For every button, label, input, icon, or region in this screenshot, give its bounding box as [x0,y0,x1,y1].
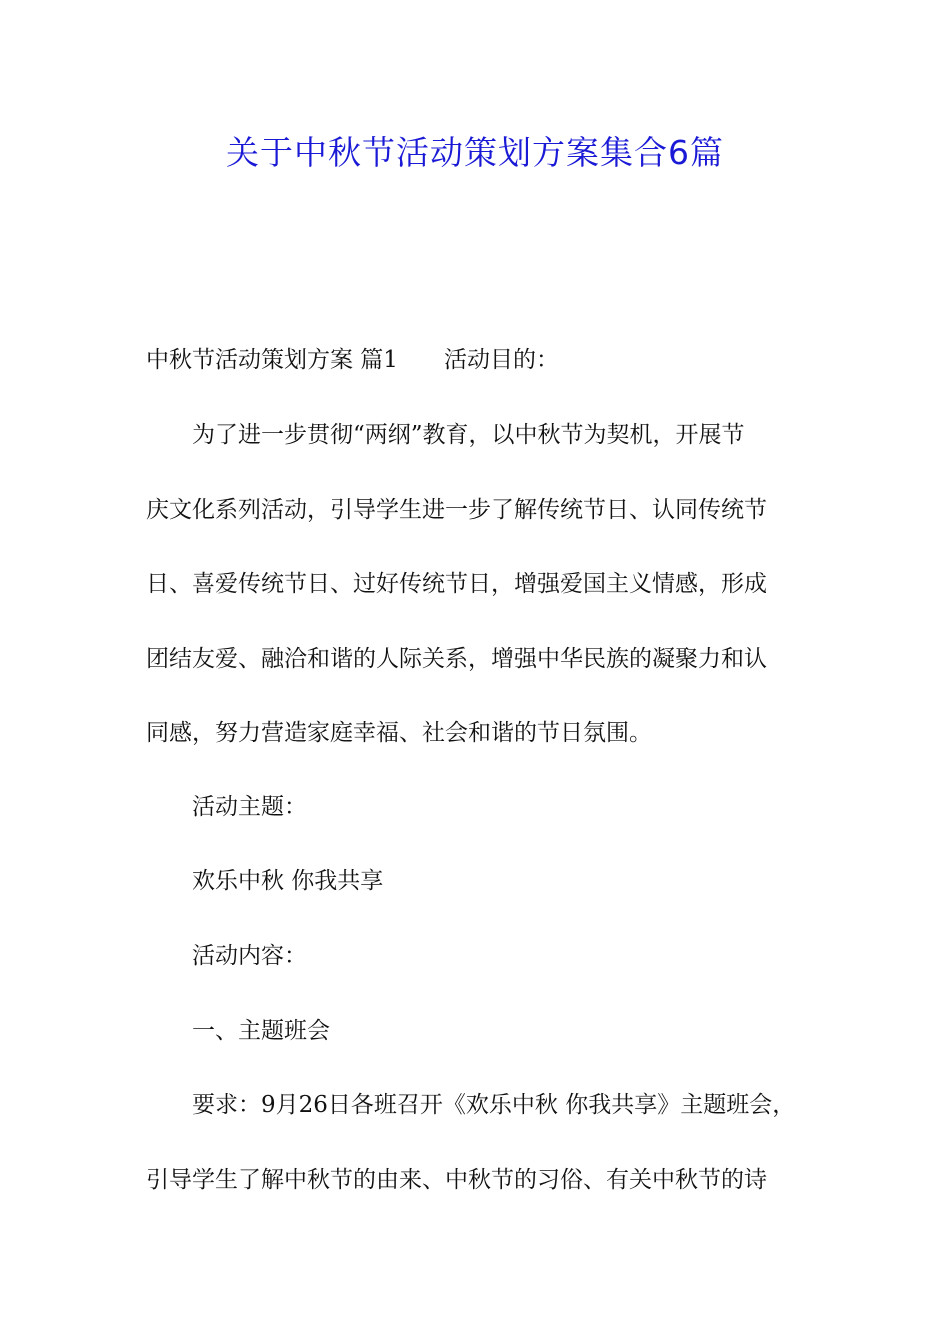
theme-value: 欢乐中秋 你我共享 [192,868,384,894]
content-label: 活动内容： [192,943,307,969]
purpose-label: 活动目的： [443,347,559,373]
requirement-paragraph-line: 要求：9月26日各班召开《欢乐中秋 你我共享》主题班会， [192,1092,796,1118]
purpose-paragraph-line: 庆文化系列活动，引导学生进一步了解传统节日、认同传统节 [146,497,767,523]
purpose-paragraph-line: 团结友爱、融洽和谐的人际关系，增强中华民族的凝聚力和认 [146,646,767,672]
section-one-heading: 一、主题班会 [192,1018,330,1044]
theme-label: 活动主题： [192,794,307,820]
plan-heading: 中秋节活动策划方案 篇1 [146,347,398,373]
purpose-paragraph-line: 日、喜爱传统节日、过好传统节日，增强爱国主义情感，形成 [146,571,767,597]
requirement-paragraph-line: 引导学生了解中秋节的由来、中秋节的习俗、有关中秋节的诗 [146,1167,767,1193]
section-heading [146,343,559,377]
purpose-paragraph-line: 同感，努力营造家庭幸福、社会和谐的节日氛围。 [146,720,652,746]
document-title: 关于中秋节活动策划方案集合6篇 [226,133,724,172]
purpose-paragraph-line: 为了进一步贯彻“两纲”教育，以中秋节为契机，开展节 [192,422,745,448]
